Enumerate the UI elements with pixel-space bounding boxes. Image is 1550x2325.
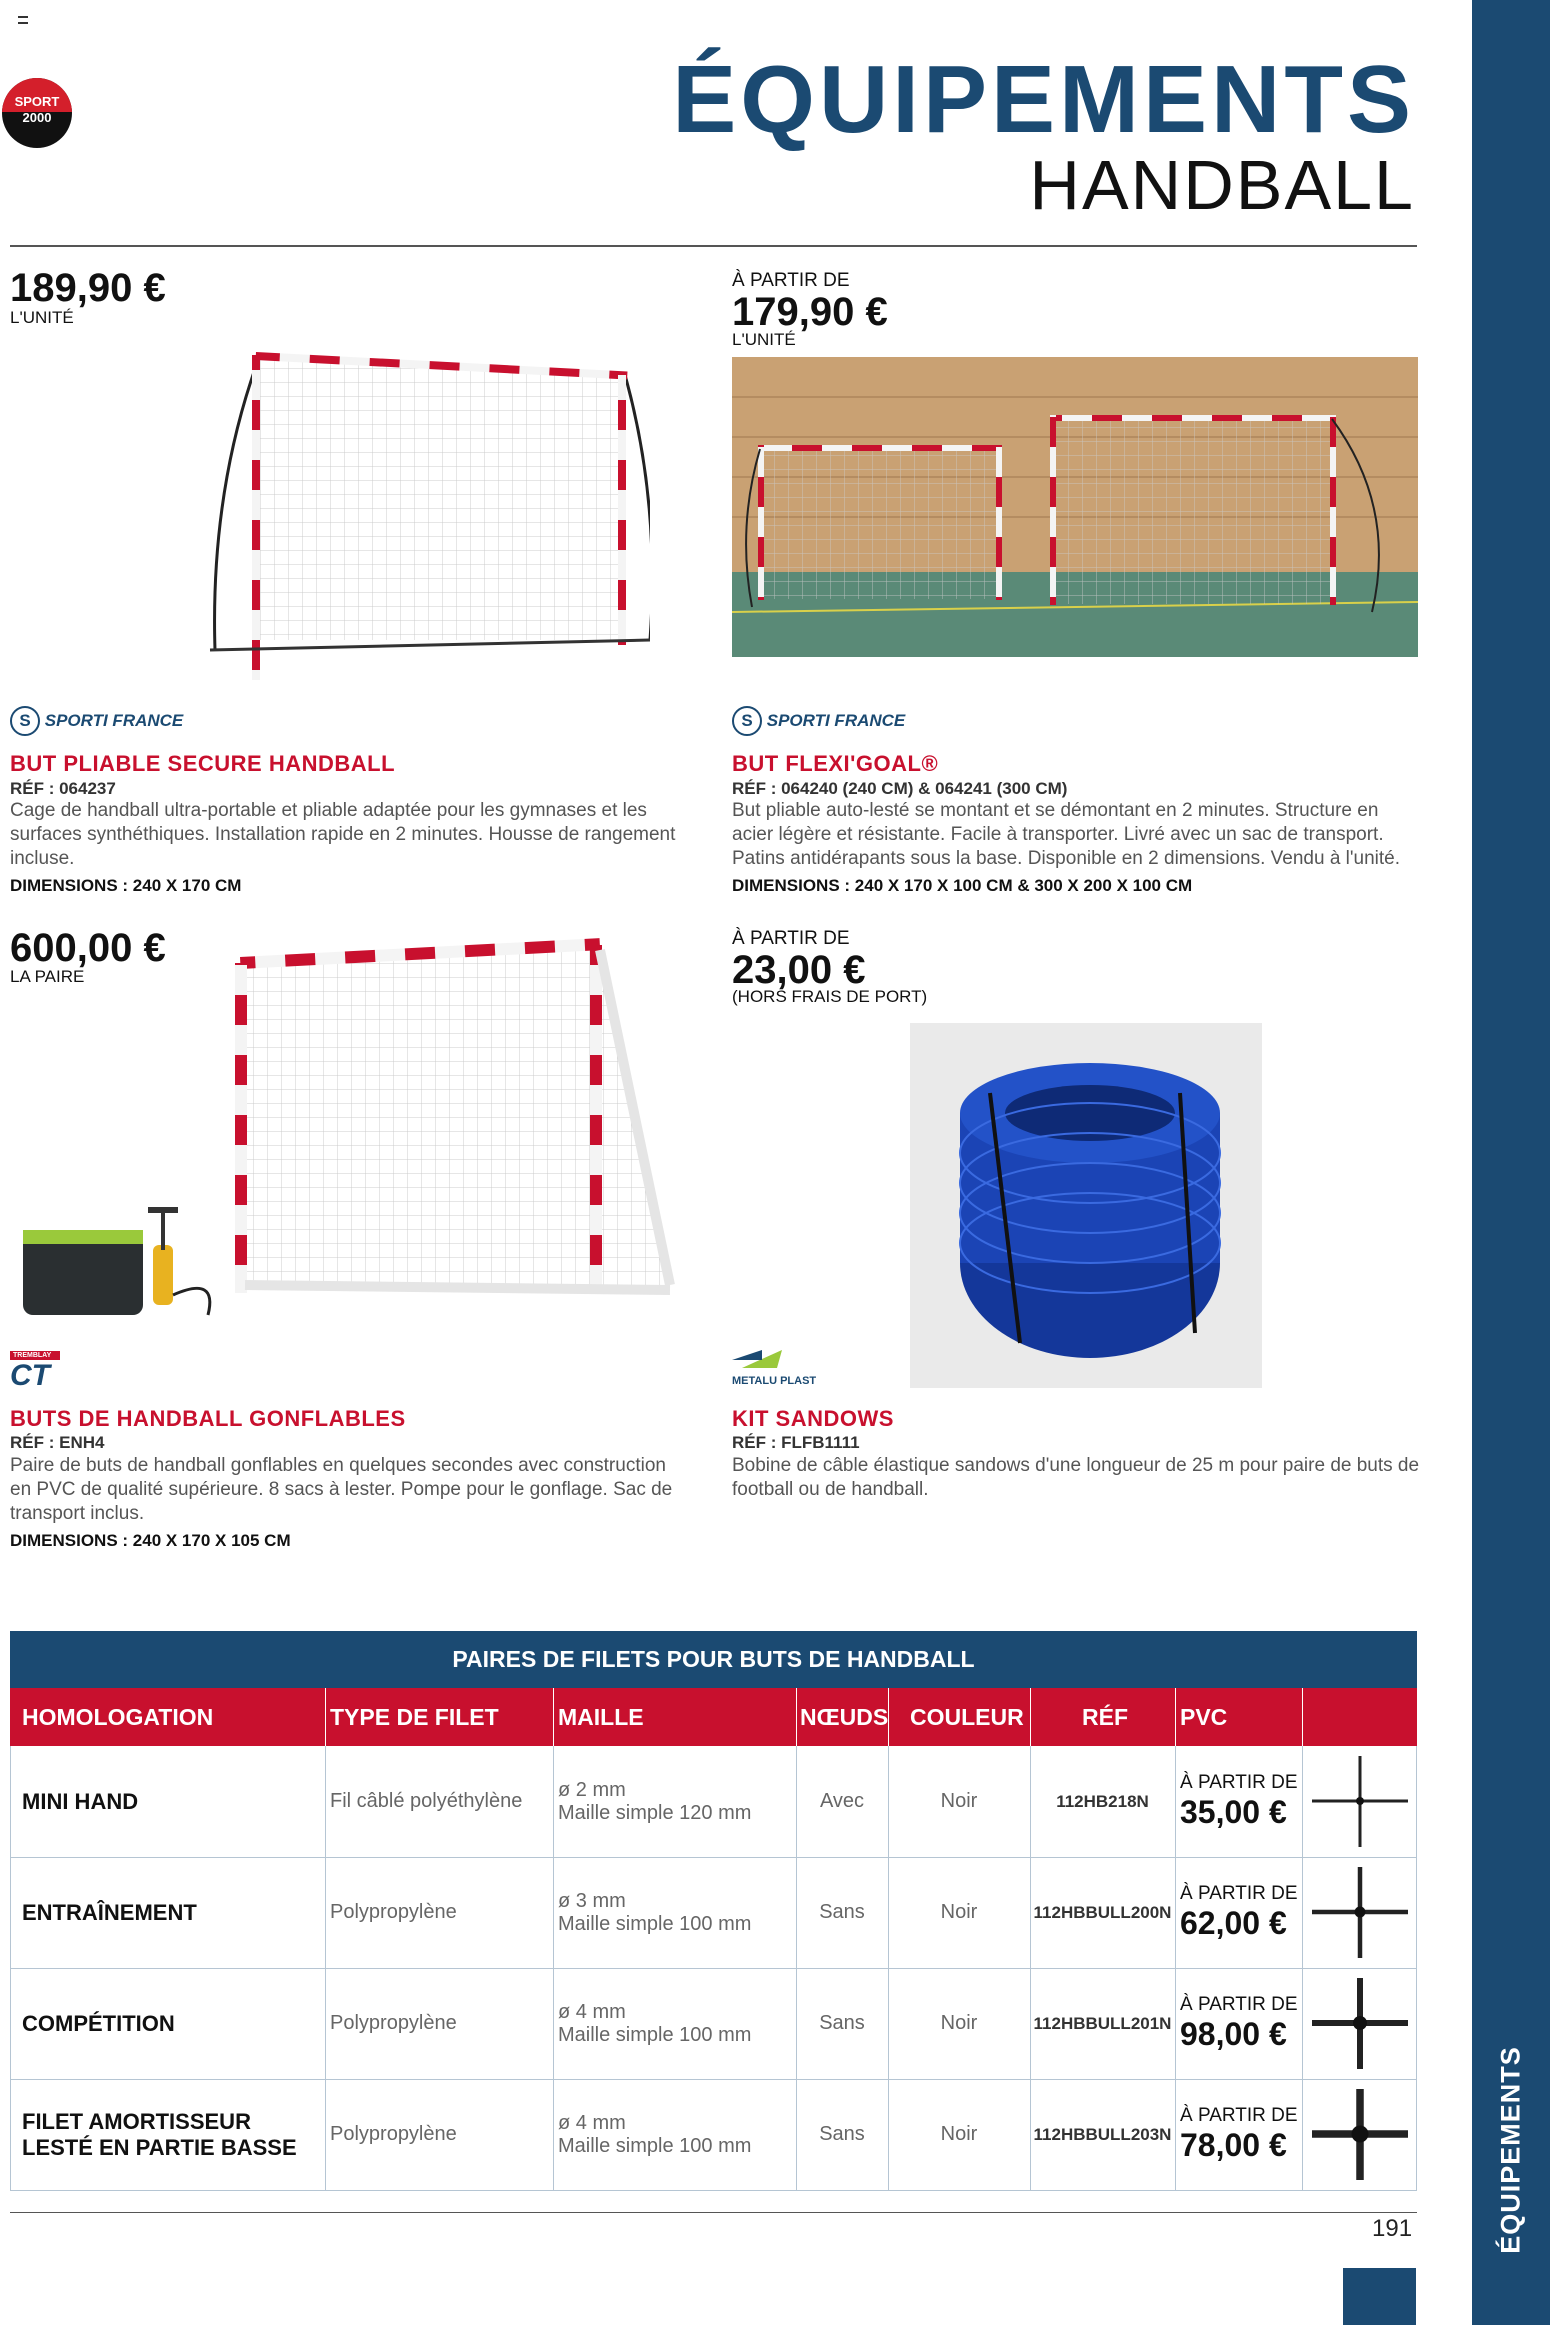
cell-pvc: À PARTIR DE 78,00 € [1180,2105,1298,2163]
sport2000-logo: SPORT 2000 [2,78,72,148]
page-number: 191 [1372,2215,1413,2242]
cell-homologation: FILET AMORTISSEUR LESTÉ EN PARTIE BASSE [22,2108,297,2160]
brand-logo-sporti: S SPORTI FRANCE [732,706,905,736]
product-description: Cage de handball ultra-portable et pliable adaptée pour les gymnases et les surfaces synthéthiques. Installation rapide en 2 minutes. Housse de rangement incluse. [10,800,676,869]
product-ref: RÉF : 064240 (240 CM) & 064241 (300 CM) [732,779,1068,798]
price-note: L'UNITÉ [732,330,796,349]
sandows-coil-image [910,1023,1262,1388]
table-title: PAIRES DE FILETS POUR BUTS DE HANDBALL [10,1631,1417,1688]
price: 179,90 € [732,290,888,334]
cell-ref: 112HB218N [1056,1791,1149,1811]
bag-and-pump-image [18,1205,223,1330]
cell-couleur: Noir [940,1901,978,1923]
cell-couleur: Noir [940,2012,978,2034]
product-ref: RÉF : ENH4 [10,1433,105,1452]
col-noeuds: NŒUDS [800,1704,889,1730]
product-title: BUTS DE HANDBALL GONFLABLES [10,1406,406,1431]
col-homologation: HOMOLOGATION [22,1704,214,1730]
product-description: Bobine de câble élastique sandows d'une longueur de 25 m pour paire de buts de football ou de handball. [732,1455,1420,1500]
cell-noeuds: Sans [819,2012,865,2034]
net-sample-image [1310,1976,1410,2071]
page-tab [1343,2268,1416,2325]
cell-maille: ø 4 mm Maille simple 100 mm [558,2111,752,2157]
goal-image [190,340,650,690]
cell-homologation: ENTRAÎNEMENT [22,1899,197,1925]
cell-homologation: MINI HAND [22,1788,139,1814]
cell-pvc: À PARTIR DE 62,00 € [1180,1883,1298,1941]
price-note: (HORS FRAIS DE PORT) [732,987,928,1006]
col-couleur: COULEUR [910,1704,1024,1730]
product-dimensions: DIMENSIONS : 240 X 170 X 100 CM & 300 X 200 X 100 CM [732,876,1193,895]
table-row [10,1968,1417,2080]
brand-logo-metaluplast: METALU PLAST [732,1348,832,1400]
price: 189,90 € [10,266,166,310]
col-ref: RÉF [1082,1704,1128,1730]
cell-type: Polypropylène [330,2123,457,2145]
cell-pvc: À PARTIR DE 98,00 € [1180,1994,1298,2052]
cell-noeuds: Sans [819,2123,865,2145]
page-subtitle: HANDBALL [1029,146,1415,224]
product-description: Paire de buts de handball gonflables en quelques secondes avec construction en PVC de qualité supérieure. 8 sacs à lester. Pompe pour le gonflage. Sac de transport inclus. [10,1455,673,1524]
cell-noeuds: Avec [819,1790,865,1812]
product-title: KIT SANDOWS [732,1406,894,1431]
cell-ref: 112HBBULL200N [1033,1902,1172,1922]
brand-logo-ct: TREMBLAY CT [10,1351,62,1399]
menu-icon[interactable] [18,16,28,24]
table-row [10,2079,1417,2191]
cell-type: Polypropylène [330,1901,457,1923]
cell-maille: ø 3 mm Maille simple 100 mm [558,1889,752,1935]
cell-pvc: À PARTIR DE 35,00 € [1180,1772,1298,1830]
cell-maille: ø 4 mm Maille simple 100 mm [558,2000,752,2046]
cell-homologation: COMPÉTITION [22,2010,175,2036]
product-ref: RÉF : 064237 [10,779,116,798]
brand-logo-sporti: S SPORTI FRANCE [10,706,183,736]
price: 600,00 € [10,926,166,970]
product-ref: RÉF : FLFB1111 [732,1433,860,1452]
price-prefix: À PARTIR DE [732,270,850,291]
col-maille: MAILLE [558,1704,644,1730]
net-sample-image [1310,2087,1410,2182]
cell-couleur: Noir [940,2123,978,2145]
table-row [10,1746,1417,1858]
price-note: L'UNITÉ [10,308,74,327]
cell-type: Polypropylène [330,2012,457,2034]
cell-ref: 112HBBULL203N [1033,2124,1172,2144]
cell-noeuds: Sans [819,1901,865,1923]
product-title: BUT FLEXI'GOAL® [732,751,939,776]
product-title: BUT PLIABLE SECURE HANDBALL [10,751,396,776]
inflatable-goal-image [225,935,675,1315]
col-pvc: PVC [1180,1704,1228,1730]
product-dimensions: DIMENSIONS : 240 X 170 X 105 CM [10,1531,291,1550]
product-description: But pliable auto-lesté se montant et se démontant en 2 minutes. Structure en acier légère et résistante. Facile à transporter. Livré avec un sac de transport. Patins antidérapants sous la base. Disponible en 2 dimensions. Vendu à l'unité. [732,800,1401,869]
cell-couleur: Noir [940,1790,978,1812]
table-header-row [10,1688,1417,1746]
flexigoal-image [732,357,1418,657]
price: 23,00 € [732,948,866,992]
table-row [10,1857,1417,1969]
price-prefix: À PARTIR DE [732,928,850,949]
footer-divider [10,2212,1417,2213]
net-sample-image [1310,1754,1410,1849]
col-type: TYPE DE FILET [330,1704,499,1730]
cell-ref: 112HBBULL201N [1033,2013,1172,2033]
cell-type: Fil câblé polyéthylène [330,1790,523,1812]
net-sample-image [1310,1865,1410,1960]
price-note: LA PAIRE [10,967,85,986]
side-label: ÉQUIPEMENTS [1495,2046,1526,2254]
page-title: ÉQUIPEMENTS [672,46,1415,153]
cell-maille: ø 2 mm Maille simple 120 mm [558,1778,752,1824]
product-dimensions: DIMENSIONS : 240 X 170 CM [10,876,242,895]
header-divider [10,245,1417,247]
side-band [1472,0,1550,2325]
